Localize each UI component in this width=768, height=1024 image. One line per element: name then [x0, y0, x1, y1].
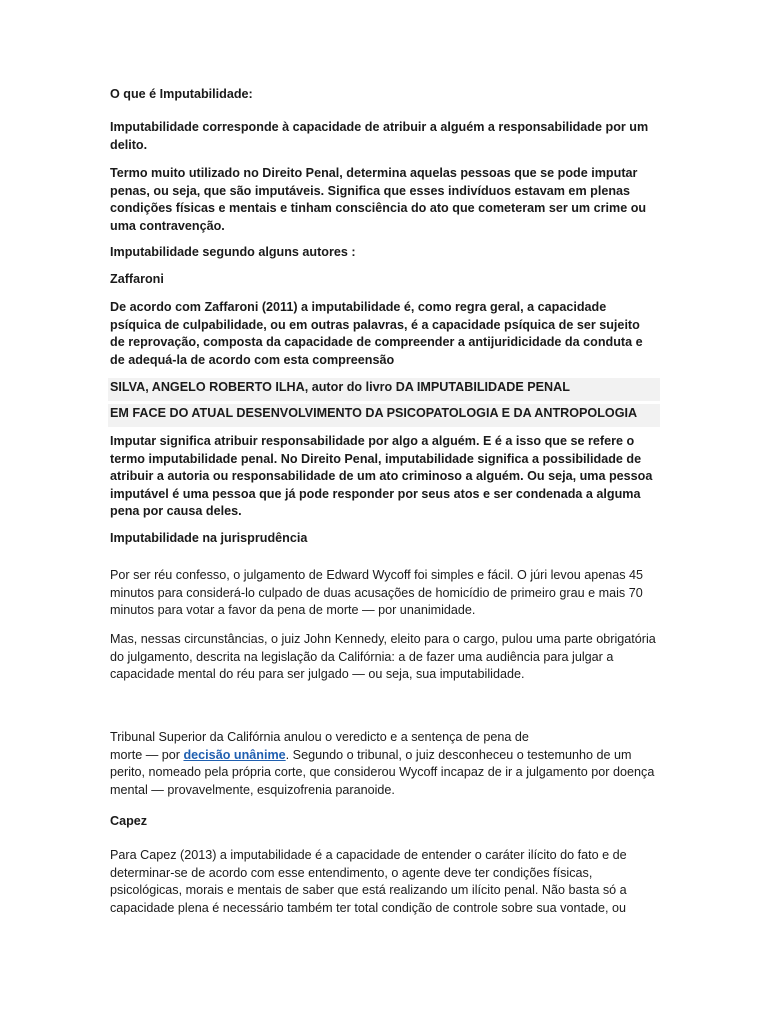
zaffaroni-heading: Zaffaroni [110, 272, 164, 286]
tribunal-text-post: . Segundo o tribunal, o juiz desconheceu o testemunho de um perito, nomeado pela própria corte, que considerou Wycoff incapaz de ir a julgamento por doença mental — provavelmente, esquizofrenia paranoide. [110, 747, 655, 797]
wycoff-paragraph-1: Por ser réu confesso, o julgamento de Edward Wycoff foi simples e fácil. O júri levou apenas 45 minutos para considerá-lo culpado de duas acusações de homicídio de primeiro grau e mais 70 minutos para votar a favor da pena de morte — por unanimidade. [110, 568, 644, 617]
decisao-unanime-link[interactable]: decisão unânime [183, 747, 286, 762]
authors-heading: Imputabilidade segundo alguns autores : [110, 245, 356, 259]
capez-paragraph: Para Capez (2013) a imputabilidade é a capacidade de entender o caráter ilícito do fato e de determinar-se de acordo com esse entendimento, o agente deve ter condições físicas, psicológicas, morais e mentais de saber que está realizando um ilícito penal. Não basta só a capacidade plena é necessário também ter total condição de controle sobre sua vontade, ou [110, 848, 627, 915]
capez-heading: Capez [110, 814, 148, 828]
wycoff-paragraph-2: Mas, nessas circunstâncias, o juiz John Kennedy, eleito para o cargo, pulou uma parte obrigatória do julgamento, descrita na legislação da Califórnia: a de fazer uma audiência para julgar a capacidade mental do réu para ser julgado — ou seja, sua imputabilidade. [110, 632, 656, 681]
silva-book-subtitle: EM FACE DO ATUAL DESENVOLVIMENTO DA PSICOPATOLOGIA E DA ANTROPOLOGIA [108, 404, 660, 427]
tribunal-text-pre: morte — por [110, 747, 184, 762]
definition-paragraph: Imputabilidade corresponde à capacidade de atribuir a alguém a responsabilidade por um delito. [110, 120, 649, 152]
intro-paragraph: Termo muito utilizado no Direito Penal, determina aquelas pessoas que se pode imputar penas, ou seja, que são imputáveis. Significa que esses indivíduos estavam em plenas condições físicas e mentais e tinham consciência do ato que cometeram ser um crime ou uma contravenção. [110, 166, 647, 233]
jurisprudence-heading: Imputabilidade na jurisprudência [110, 531, 308, 545]
tribunal-paragraph [110, 729, 658, 799]
document-title: O que é Imputabilidade: [110, 87, 253, 101]
zaffaroni-paragraph: De acordo com Zaffaroni (2011) a imputabilidade é, como regra geral, a capacidade psíquica de culpabilidade, ou em outras palavras, é a capacidade psíquica de ser sujeito de reprovação, composta da capacidade de compreender a antijuridicidade da conduta e de adequá-la de acordo com esta compreensão [110, 300, 643, 367]
silva-author-line: SILVA, ANGELO ROBERTO ILHA, autor do livro DA IMPUTABILIDADE PENAL [108, 378, 660, 401]
silva-paragraph: Imputar significa atribuir responsabilidade por algo a alguém. E é a isso que se refere o termo imputabilidade penal. No Direito Penal, imputabilidade significa a possibilidade de atribuir a autoria ou responsabilidade de um ato criminoso a alguém. Ou seja, uma pessoa imputável é uma pessoa que já pode responder por seus atos e ser condenada a alguma pena por causa deles. [110, 434, 653, 518]
tribunal-line-1: Tribunal Superior da Califórnia anulou o veredicto e a sentença de pena de [110, 730, 529, 744]
